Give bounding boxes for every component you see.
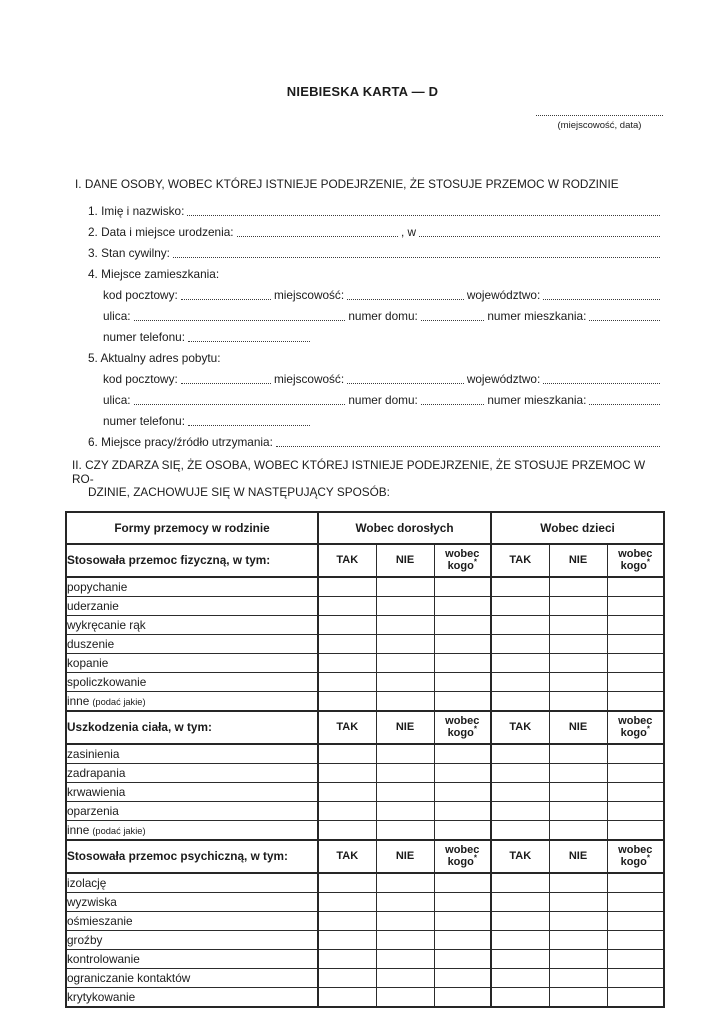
answer-cell [607, 892, 664, 911]
col-whom-adults: wobec kogo* [434, 840, 491, 873]
answer-cell [607, 782, 664, 801]
answer-cell [376, 577, 434, 597]
table-row [66, 763, 664, 782]
place-date-caption: (miejscowość, data) [557, 120, 642, 131]
table-header-row [66, 512, 664, 544]
field-birth-label: 2. Data i miejsce urodzenia: [88, 225, 234, 239]
answer-cell [491, 577, 549, 597]
answer-cell [491, 911, 549, 930]
answer-cell [491, 782, 549, 801]
answer-cell [376, 744, 434, 764]
answer-cell [549, 763, 607, 782]
answer-cell [376, 873, 434, 893]
form-of-violence-label: wyzwiska [66, 892, 318, 911]
form-of-violence-label: izolację [66, 873, 318, 893]
field-work-label: 6. Miejsce pracy/źródło utrzymania: [88, 435, 273, 449]
postal-label: kod pocztowy: [103, 288, 178, 302]
answer-cell [318, 577, 376, 597]
answer-cell [376, 763, 434, 782]
answer-cell [491, 596, 549, 615]
dotted-field [589, 320, 660, 321]
answer-cell [607, 911, 664, 930]
answer-cell [434, 820, 491, 840]
answer-cell [549, 930, 607, 949]
answer-cell [549, 744, 607, 764]
dotted-field [181, 299, 271, 300]
form-of-violence-label: zadrapania [66, 763, 318, 782]
answer-cell [434, 911, 491, 930]
postal-label: kod pocztowy: [103, 372, 178, 386]
field-name-label: 1. Imię i nazwisko: [88, 204, 185, 218]
table-row [66, 782, 664, 801]
col-whom-adults: wobec kogo* [434, 711, 491, 744]
answer-cell [491, 615, 549, 634]
answer-cell [434, 672, 491, 691]
table-row [66, 949, 664, 968]
table-row [66, 653, 664, 672]
form-of-violence-label: krytykowanie [66, 987, 318, 1007]
stay-street-row [103, 387, 663, 408]
form-of-violence-label: kontrolowanie [66, 949, 318, 968]
answer-cell [491, 763, 549, 782]
answer-cell [376, 987, 434, 1007]
dotted-field [543, 299, 660, 300]
table-row [66, 615, 664, 634]
section-ii-heading [72, 459, 663, 500]
answer-cell [607, 672, 664, 691]
answer-cell [607, 987, 664, 1007]
form-of-violence-label: zasinienia [66, 744, 318, 764]
stay-phone-row [103, 408, 663, 429]
answer-cell [607, 596, 664, 615]
dotted-field [134, 404, 346, 405]
section-i-heading: I. DANE OSOBY, WOBEC KTÓREJ ISTNIEJE PODEJRZENIE, ŻE STOSUJE PRZEMOC W RODZINIE [75, 177, 619, 191]
answer-cell [434, 615, 491, 634]
answer-cell [434, 744, 491, 764]
dotted-field [421, 404, 485, 405]
answer-cell [491, 949, 549, 968]
stay-postal-row [103, 366, 663, 387]
section-ii-heading-line2: DZINIE, ZACHOWUJE SIĘ W NASTĘPUJĄCY SPOSÓB: [88, 485, 390, 499]
answer-cell [491, 987, 549, 1007]
answer-cell [318, 744, 376, 764]
violence-forms-table [65, 511, 665, 1008]
answer-cell [434, 892, 491, 911]
col-whom-children: wobec kogo* [607, 840, 664, 873]
apt-no-label: numer mieszkania: [487, 393, 587, 407]
field-stay-row [88, 345, 663, 366]
answer-cell [491, 634, 549, 653]
answer-cell [549, 691, 607, 711]
answer-cell [607, 744, 664, 764]
form-of-violence-label: krwawienia [66, 782, 318, 801]
table-row [66, 930, 664, 949]
dotted-field [237, 236, 398, 237]
answer-cell [434, 782, 491, 801]
field-marital-label: 3. Stan cywilny: [88, 246, 170, 260]
answer-cell [491, 930, 549, 949]
col-whom-adults: wobec kogo* [434, 544, 491, 577]
answer-cell [491, 820, 549, 840]
field-marital-row [88, 240, 663, 261]
answer-cell [434, 930, 491, 949]
answer-cell [607, 949, 664, 968]
form-of-violence-label: wykręcanie rąk [66, 615, 318, 634]
answer-cell [549, 911, 607, 930]
col-whom-children: wobec kogo* [607, 711, 664, 744]
answer-cell [434, 763, 491, 782]
answer-cell [607, 801, 664, 820]
table-subheader-row [66, 711, 664, 744]
answer-cell [491, 691, 549, 711]
residence-phone-row [103, 324, 663, 345]
answer-cell [491, 968, 549, 987]
form-of-violence-label: spoliczkowanie [66, 672, 318, 691]
dotted-field [134, 320, 346, 321]
house-no-label: numer domu: [348, 393, 418, 407]
answer-cell [549, 672, 607, 691]
table-row [66, 892, 664, 911]
answer-cell [318, 987, 376, 1007]
answer-cell [318, 782, 376, 801]
answer-cell [376, 930, 434, 949]
phone-label: numer telefonu: [103, 414, 185, 428]
answer-cell [376, 949, 434, 968]
answer-cell [318, 615, 376, 634]
form-of-violence-label: kopanie [66, 653, 318, 672]
answer-cell [376, 691, 434, 711]
answer-cell [549, 949, 607, 968]
answer-cell [318, 634, 376, 653]
answer-cell [549, 782, 607, 801]
col-no-adults: NIE [376, 544, 434, 577]
col-children-header: Wobec dzieci [491, 512, 664, 544]
dotted-field [589, 404, 660, 405]
dotted-field [347, 299, 464, 300]
answer-cell [434, 653, 491, 672]
table-row [66, 873, 664, 893]
answer-cell [491, 744, 549, 764]
col-forms-header: Formy przemocy w rodzinie [66, 512, 318, 544]
answer-cell [491, 672, 549, 691]
residence-street-row [103, 303, 663, 324]
answer-cell [434, 634, 491, 653]
col-no-children: NIE [549, 840, 607, 873]
form-of-violence-label: ograniczanie kontaktów [66, 968, 318, 987]
answer-cell [318, 653, 376, 672]
col-yes-adults: TAK [318, 840, 376, 873]
answer-cell [549, 653, 607, 672]
answer-cell [549, 892, 607, 911]
form-of-violence-label: duszenie [66, 634, 318, 653]
field-residence-row [88, 261, 663, 282]
answer-cell [607, 634, 664, 653]
table-row [66, 577, 664, 597]
answer-cell [318, 596, 376, 615]
table-row [66, 987, 664, 1007]
answer-cell [607, 930, 664, 949]
answer-cell [607, 653, 664, 672]
form-of-violence-label: oparzenia [66, 801, 318, 820]
dotted-field [188, 425, 310, 426]
answer-cell [607, 820, 664, 840]
section-ii-heading-line1: II. CZY ZDARZA SIĘ, ŻE OSOBA, WOBEC KTÓREJ ISTNIEJE PODEJRZENIE, ŻE STOSUJE PRZEMOC W RO- [72, 458, 646, 486]
answer-cell [434, 949, 491, 968]
col-no-adults: NIE [376, 711, 434, 744]
place-date-dotted-line [536, 109, 663, 116]
col-yes-adults: TAK [318, 711, 376, 744]
answer-cell [376, 911, 434, 930]
answer-cell [318, 911, 376, 930]
answer-cell [549, 577, 607, 597]
answer-cell [607, 968, 664, 987]
table-subheader-row [66, 840, 664, 873]
table-row [66, 596, 664, 615]
col-no-adults: NIE [376, 840, 434, 873]
answer-cell [549, 968, 607, 987]
answer-cell [376, 892, 434, 911]
voivodeship-label: województwo: [466, 288, 541, 302]
form-of-violence-label: ośmieszanie [66, 911, 318, 930]
answer-cell [434, 987, 491, 1007]
answer-cell [549, 820, 607, 840]
street-label: ulica: [103, 393, 131, 407]
answer-cell [318, 892, 376, 911]
violence-category-title: Uszkodzenia ciała, w tym: [66, 711, 318, 744]
form-of-violence-label: popychanie [66, 577, 318, 597]
field-stay-label: 5. Aktualny adres pobytu: [88, 351, 221, 365]
dotted-field [419, 236, 660, 237]
table-row [66, 968, 664, 987]
answer-cell [434, 801, 491, 820]
answer-cell [434, 577, 491, 597]
city-label: miejscowość: [273, 372, 345, 386]
table-row [66, 634, 664, 653]
col-no-children: NIE [549, 544, 607, 577]
place-date-block [536, 109, 663, 131]
table-row [66, 691, 664, 711]
answer-cell [376, 820, 434, 840]
col-adults-header: Wobec dorosłych [318, 512, 491, 544]
table-subheader-row [66, 544, 664, 577]
table-row [66, 911, 664, 930]
field-name-row [88, 198, 663, 219]
answer-cell [491, 892, 549, 911]
form-of-violence-label: inne (podać jakie) [66, 820, 318, 840]
answer-cell [434, 596, 491, 615]
answer-cell [318, 968, 376, 987]
answer-cell [376, 634, 434, 653]
house-no-label: numer domu: [348, 309, 418, 323]
answer-cell [376, 782, 434, 801]
answer-cell [376, 968, 434, 987]
answer-cell [607, 873, 664, 893]
form-of-violence-label: groźby [66, 930, 318, 949]
apt-no-label: numer mieszkania: [487, 309, 587, 323]
answer-cell [549, 634, 607, 653]
field-residence-label: 4. Miejsce zamieszkania: [88, 267, 220, 281]
answer-cell [318, 873, 376, 893]
answer-cell [318, 672, 376, 691]
answer-cell [549, 873, 607, 893]
answer-cell [549, 615, 607, 634]
answer-cell [491, 653, 549, 672]
col-yes-children: TAK [491, 544, 549, 577]
answer-cell [318, 820, 376, 840]
dotted-field [173, 257, 660, 258]
answer-cell [318, 801, 376, 820]
col-yes-children: TAK [491, 840, 549, 873]
dotted-field [187, 215, 660, 216]
answer-cell [434, 968, 491, 987]
dotted-field [188, 341, 310, 342]
dotted-field [543, 383, 660, 384]
answer-cell [549, 801, 607, 820]
answer-cell [376, 653, 434, 672]
residence-postal-row [103, 282, 663, 303]
page-title: NIEBIESKA KARTA — D [286, 84, 439, 99]
table-row [66, 801, 664, 820]
answer-cell [318, 949, 376, 968]
dotted-field [347, 383, 464, 384]
col-yes-children: TAK [491, 711, 549, 744]
answer-cell [318, 763, 376, 782]
answer-cell [376, 801, 434, 820]
col-whom-children: wobec kogo* [607, 544, 664, 577]
field-birth-row [88, 219, 663, 240]
answer-cell [318, 930, 376, 949]
answer-cell [607, 691, 664, 711]
answer-cell [607, 763, 664, 782]
answer-cell [318, 691, 376, 711]
answer-cell [607, 577, 664, 597]
dotted-field [276, 446, 660, 447]
answer-cell [376, 615, 434, 634]
phone-label: numer telefonu: [103, 330, 185, 344]
form-of-violence-label: inne (podać jakie) [66, 691, 318, 711]
table-row [66, 672, 664, 691]
answer-cell [434, 873, 491, 893]
street-label: ulica: [103, 309, 131, 323]
city-label: miejscowość: [273, 288, 345, 302]
voivodeship-label: województwo: [466, 372, 541, 386]
answer-cell [607, 615, 664, 634]
field-birth-infix: , w [401, 225, 417, 239]
violence-category-title: Stosowała przemoc fizyczną, w tym: [66, 544, 318, 577]
dotted-field [181, 383, 271, 384]
table-row [66, 744, 664, 764]
answer-cell [549, 596, 607, 615]
answer-cell [491, 873, 549, 893]
answer-cell [491, 801, 549, 820]
form-of-violence-label: uderzanie [66, 596, 318, 615]
answer-cell [376, 672, 434, 691]
answer-cell [434, 691, 491, 711]
violence-category-title: Stosowała przemoc psychiczną, w tym: [66, 840, 318, 873]
field-work-row [88, 429, 663, 450]
col-yes-adults: TAK [318, 544, 376, 577]
section-i-items [88, 198, 663, 450]
dotted-field [421, 320, 485, 321]
answer-cell [376, 596, 434, 615]
col-no-children: NIE [549, 711, 607, 744]
answer-cell [549, 987, 607, 1007]
table-row [66, 820, 664, 840]
